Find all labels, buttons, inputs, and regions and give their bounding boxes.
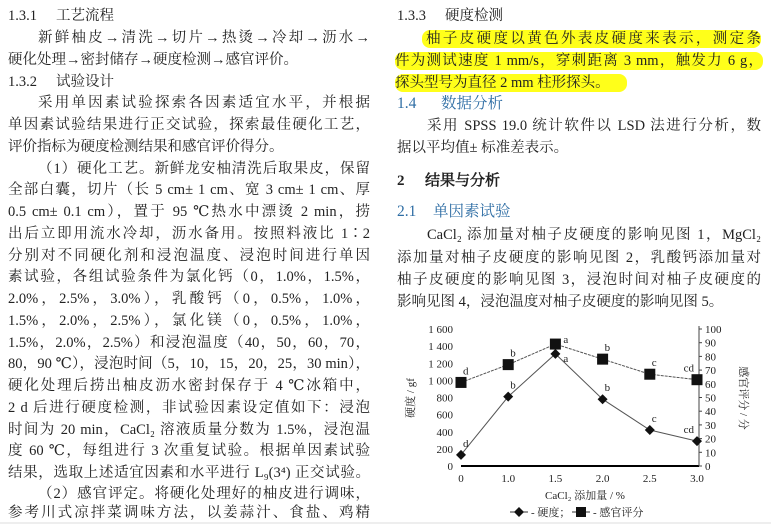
x-tick-label: 0 [458,473,464,485]
y-axis-label: 硬度 / gf [405,378,417,418]
diamond-marker-icon [514,507,524,517]
y-tick-label: 600 [436,409,453,422]
y2-tick-label: 70 [705,365,716,378]
highlighted-line: 探头型号为直径 2 mm 柱形探头。 [395,74,627,92]
paragraph-line: 硬化处理→密封储存→硬度检测→感官评价。 [8,52,298,68]
y2-tick-label: 0 [705,461,711,473]
y2-tick-label: 100 [705,324,722,336]
paragraph-line: 出后立即用流水冷却，沥水备用。按照料液比 1∶2 [8,226,370,242]
y2-tick-label: 40 [705,406,716,419]
paragraph-line: 80，90 ℃），浸泡时间（5，10，15，20，25，30 min）， [8,356,370,372]
section-number: 1.3.2 [8,74,37,90]
data-point-square [692,374,703,385]
paragraph-line: 柚子皮硬度的影响见图 3，浸泡时间对柚子皮硬度的 [397,272,761,288]
paragraph-line: 单因素试验结果进行正交试验，探索最佳硬化工艺， [8,117,370,133]
section-number: 1.4 [397,95,417,112]
y-tick-label: 1 400 [428,341,453,354]
x-tick-label: 2.0 [595,473,610,485]
paragraph-line: （1）硬化工艺。新鲜龙安柚清洗后取果皮，保留 [38,161,370,177]
section-heading-2 [397,172,761,190]
y-tick-label: 0 [447,461,453,473]
y2-tick-label: 10 [705,447,716,460]
significance-label: c [651,357,657,370]
section-title: 单因素试验 [433,203,511,220]
data-point-diamond [456,450,466,460]
paragraph-line: 2.0%，2.5%，3.0%），乳酸钙（0，0.5%，1.0%， [8,291,370,307]
significance-label: a [563,352,569,365]
y2-axis-label: 感官评分 / 分 [737,366,749,430]
paragraph-line: 参考川式凉拌菜调味方法，以姜蒜汁、食盐、鸡精 [8,505,370,521]
y2-tick-label: 80 [705,351,716,364]
paragraph-line: 分别对不同硬化剂和浸泡温度、浸泡时间进行单因 [8,248,370,264]
y2-tick-label: 90 [705,337,716,350]
figure-1-chart [400,320,771,520]
y-tick-label: 400 [436,426,453,439]
legend-label-sensory: - 感官评分 [593,507,644,519]
paragraph-line: 1.5%，2.0%，2.5%）和浸泡温度（40，50，60，70， [8,335,370,351]
section-heading-2-1 [397,203,761,221]
legend-label-hardness: - 硬度； [531,507,571,519]
paragraph-line: CaCl₂ 添加量对柚子皮硬度的影响见图 1，MgCl₂ [427,227,761,243]
paragraph-line: 0.5 cm± 0.1 cm），置于 95 ℃热水中漂烫 2 min，捞 [8,204,370,220]
section-title: 结果与分析 [425,173,501,189]
paragraph-line: 结果，选取上述适宜因素和水平进行 L₉(3⁴) 正交试验。 [8,465,370,481]
paragraph-line: 时间为 20 min，CaCl₂ 溶液质量分数为 1.5%，浸泡温 [8,422,370,438]
paragraph-line: 据以平均值± 标准差表示。 [397,140,569,156]
significance-label: d [463,437,469,450]
data-point-diamond [645,425,655,435]
section-title: 数据分析 [441,95,504,112]
y-tick-label: 1 000 [428,375,453,388]
y2-tick-label: 60 [705,378,716,391]
significance-label: b [510,347,516,360]
paragraph-line: 度 60 ℃，每组进行 3 次重复试验。根据单因素试验 [8,443,370,459]
section-number: 1.3.1 [8,8,37,24]
y2-tick-label: 50 [705,392,716,405]
x-tick-label: 2.5 [642,473,657,485]
paragraph-line: 影响见图 4，浸泡温度对柚子皮硬度的影响见图 5。 [397,294,724,310]
paragraph-line: 2 d 后进行硬度检测，非试验因素设定值如下：浸泡 [8,400,370,416]
y2-tick-label: 20 [705,433,716,446]
data-point-diamond [692,436,702,446]
y-tick-label: 800 [436,392,453,405]
significance-label: a [563,334,569,347]
x-axis-label: CaCl₂ 添加量 / % [545,490,625,502]
significance-label: b [604,342,611,355]
data-point-square [597,354,608,365]
section-heading-1-3-2 [8,73,370,91]
y-tick-label: 200 [436,443,453,456]
section-title: 试验设计 [56,74,114,90]
paragraph-line: 采用单因素试验探索各因素适宜水平，并根据 [38,95,370,111]
paragraph-line: 1.5%，2.0%，2.5%），氯化镁（0，0.5%，1.0%， [8,313,370,329]
paragraph-line: 添加量对柚子皮硬度的影响见图 2，乳酸钙添加量对 [397,250,761,266]
significance-label: cd [683,362,694,375]
x-tick-label: 1.5 [548,473,563,485]
data-point-square [550,339,561,350]
paragraph-line: 硬化处理后捞出柚皮沥水密封保存于 4 ℃冰箱中， [8,378,370,394]
paragraph-line: （2）感官评定。将硬化处理好的柚皮进行调味， [38,486,370,502]
y-tick-label: 1 600 [428,324,453,336]
legend [510,505,643,519]
significance-label: d [463,365,469,378]
x-tick-label: 1.0 [501,473,516,485]
section-number: 2 [397,173,405,189]
data-point-square [456,377,467,388]
paragraph-line: 素试验，各组试验条件为氯化钙（0，1.0%，1.5%， [8,269,370,285]
paragraph-line: 采用 SPSS 19.0 统计软件以 LSD 法进行分析，数 [427,118,761,134]
significance-label: b [510,379,516,392]
square-marker-icon [576,507,586,517]
section-number: 1.3.3 [397,8,426,24]
data-point-square [644,369,655,380]
y2-tick-label: 30 [705,419,716,432]
section-heading-1-4 [397,95,761,113]
paragraph-line: 评价指标为硬度检测结果和感官评价得分。 [8,139,284,155]
section-number: 2.1 [397,203,417,220]
paragraph-line: 新鲜柚皮→清洗→切片→热烫→冷却→沥水→ [38,30,370,46]
y-tick-label: 1 200 [428,358,453,371]
data-point-square [503,359,514,370]
significance-label: c [651,413,657,426]
section-title: 工艺流程 [56,8,114,24]
section-title: 硬度检测 [445,8,503,24]
section-heading-1-3-3 [397,7,761,25]
significance-label: b [604,382,611,395]
highlighted-line: 柚子皮硬度以黄色外表皮硬度来表示，测定条 [422,30,761,48]
highlighted-line: 件为测试速度 1 mm/s，穿刺距离 3 mm，触发力 6 g， [395,53,763,69]
significance-label: cd [683,424,694,437]
x-tick-label: 3.0 [690,473,704,485]
paragraph-line: 全部白囊，切片（长 5 cm± 1 cm、宽 3 cm± 1 cm、厚 [8,182,370,198]
section-heading-1-3-1 [8,7,370,25]
